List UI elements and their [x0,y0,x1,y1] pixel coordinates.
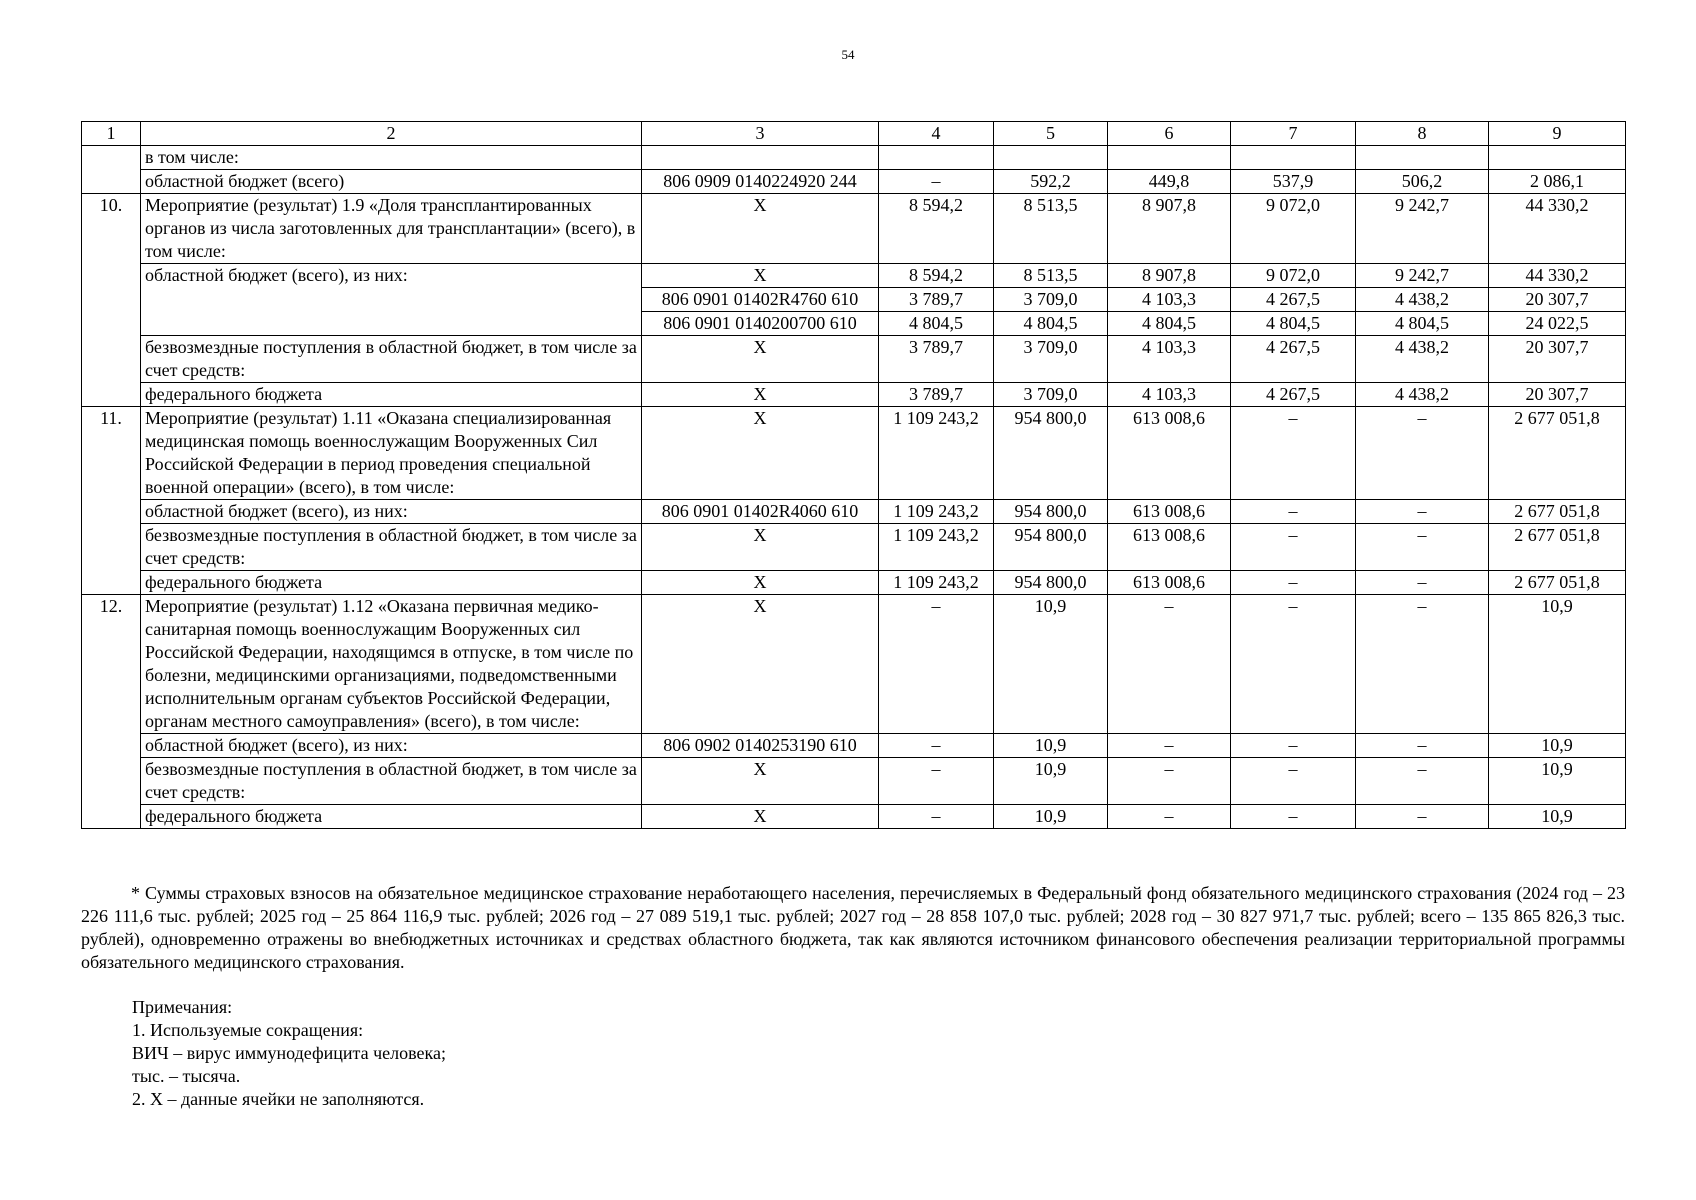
value-cell: 10,9 [1489,758,1626,805]
budget-code: X [642,758,879,805]
value-cell: – [1108,805,1231,829]
value-cell: 4 103,3 [1108,336,1231,383]
value-cell: 2 677 051,8 [1489,524,1626,571]
value-cell: 10,9 [994,758,1108,805]
notes-abbreviation: ВИЧ – вирус иммунодефицита человека; [132,1043,446,1063]
row-number-cell: 10. [82,194,141,407]
table-row [82,170,1626,194]
value-cell: 2 086,1 [1489,170,1626,194]
value-cell: 20 307,7 [1489,288,1626,312]
budget-code: X [642,383,879,407]
header-cell: 8 [1356,122,1489,146]
row-number-cell: 12. [82,595,141,829]
value-cell: 4 438,2 [1356,288,1489,312]
value-cell: 3 709,0 [994,336,1108,383]
value-cell: 44 330,2 [1489,264,1626,288]
footnote: * Суммы страховых взносов на обязательное медицинское страхование неработающего населения, перечисляемых в Федеральный фонд обязательного медицинского страхования (2024 год – 23 226 111,6 тыс. рублей; 2025 год – 25 864 116,9 тыс. рублей; 2026 год – 27 089 519,1 тыс. рублей; 2027 год – 28 858 107,0 тыс. рублей; 2028 год – 30 827 971,7 тыс. рублей; всего – 135 865 826,3 тыс. рублей), одновременно отражены во внебюджетных источниках и средствах областного бюджета, так как являются источником финансового обеспечения реализации территориальной программы обязательного медицинского страхования. [81,883,1625,972]
value-cell: – [1231,571,1356,595]
value-cell: – [1231,734,1356,758]
value-cell: 10,9 [994,734,1108,758]
value-cell: 24 022,5 [1489,312,1626,336]
value-cell: 8 907,8 [1108,194,1231,264]
row-label: федерального бюджета [141,383,642,407]
value-cell: 954 800,0 [994,500,1108,524]
value-cell: 4 103,3 [1108,383,1231,407]
budget-code: X [642,595,879,734]
value-cell: 1 109 243,2 [879,524,994,571]
value-cell: – [1108,758,1231,805]
table-row [82,500,1626,524]
value-cell: 4 804,5 [994,312,1108,336]
value-cell: 1 109 243,2 [879,500,994,524]
table-row [82,336,1626,383]
value-cell: 9 242,7 [1356,264,1489,288]
table-row [82,194,1626,264]
budget-code: 806 0901 0140200700 610 [642,312,879,336]
row-label: безвозмездные поступления в областной бюджет, в том числе за счет средств: [141,524,642,571]
value-cell: 3 789,7 [879,383,994,407]
value-cell: 449,8 [1108,170,1231,194]
value-cell: 4 804,5 [879,312,994,336]
value-cell: 3 789,7 [879,336,994,383]
value-cell: 44 330,2 [1489,194,1626,264]
row-label: областной бюджет (всего), из них: [141,264,642,336]
value-cell: 954 800,0 [994,524,1108,571]
value-cell: 8 513,5 [994,264,1108,288]
budget-code: 806 0901 01402R4060 610 [642,500,879,524]
value-cell: 592,2 [994,170,1108,194]
budget-code: X [642,194,879,264]
value-cell: – [879,805,994,829]
value-cell: 4 267,5 [1231,383,1356,407]
budget-code: X [642,805,879,829]
header-cell: 1 [82,122,141,146]
value-cell: 8 594,2 [879,264,994,288]
table-row [82,805,1626,829]
value-cell: – [1231,407,1356,500]
row-label: безвозмездные поступления в областной бюджет, в том числе за счет средств: [141,758,642,805]
value-cell: – [1356,595,1489,734]
value-cell: – [1356,407,1489,500]
row-label: в том числе: [141,146,642,170]
value-cell: 3 789,7 [879,288,994,312]
budget-code: X [642,264,879,288]
value-cell: – [1356,758,1489,805]
page-number: 54 [841,47,855,62]
row-title: Мероприятие (результат) 1.9 «Доля трансплантированных органов из числа заготовленных для трансплантации» (всего), в том числе: [141,194,642,264]
value-cell: 9 072,0 [1231,194,1356,264]
table-row [82,734,1626,758]
row-title: Мероприятие (результат) 1.12 «Оказана первичная медико-санитарная помощь военнослужащим Вооруженных сил Российской Федерации, находящимся в отпуске, в том числе по болезни, медицинскими организациями, подведомственными исполнительным органам субъектов Российской Федерации, органам местного самоуправления» (всего), в том числе: [141,595,642,734]
value-cell: 10,9 [1489,805,1626,829]
value-cell: 8 513,5 [994,194,1108,264]
value-cell: – [879,734,994,758]
budget-code: X [642,571,879,595]
value-cell: – [1108,734,1231,758]
value-cell: 4 438,2 [1356,383,1489,407]
value-cell: 613 008,6 [1108,407,1231,500]
table-header-row [82,122,1626,146]
value-cell: – [1231,805,1356,829]
value-cell: 3 709,0 [994,383,1108,407]
value-cell: – [1356,571,1489,595]
notes-abbreviation: тыс. – тысяча. [132,1066,241,1086]
header-cell: 9 [1489,122,1626,146]
value-cell: – [1356,524,1489,571]
budget-code: 806 0902 0140253190 610 [642,734,879,758]
value-cell: – [1356,805,1489,829]
value-cell: 2 677 051,8 [1489,500,1626,524]
table-row [82,595,1626,734]
row-label: федерального бюджета [141,571,642,595]
table-row [82,407,1626,500]
table-row [82,264,1626,288]
value-cell: 2 677 051,8 [1489,407,1626,500]
value-cell: 2 677 051,8 [1489,571,1626,595]
header-cell: 6 [1108,122,1231,146]
value-cell: – [879,170,994,194]
value-cell: 4 267,5 [1231,336,1356,383]
value-cell: 4 804,5 [1108,312,1231,336]
value-cell: 1 109 243,2 [879,571,994,595]
value-cell: 9 072,0 [1231,264,1356,288]
value-cell: 4 438,2 [1356,336,1489,383]
row-label: областной бюджет (всего), из них: [141,734,642,758]
budget-code: 806 0909 0140224920 244 [642,170,879,194]
header-cell: 2 [141,122,642,146]
value-cell: 1 109 243,2 [879,407,994,500]
budget-code: X [642,407,879,500]
value-cell: 613 008,6 [1108,571,1231,595]
row-number-cell: 11. [82,407,141,595]
table-row [82,146,1626,170]
value-cell: – [1231,758,1356,805]
budget-code: 806 0901 01402R4760 610 [642,288,879,312]
value-cell: – [1108,595,1231,734]
value-cell: – [1356,734,1489,758]
value-cell: – [1231,595,1356,734]
value-cell: – [879,758,994,805]
notes-heading: Примечания: [132,997,233,1017]
value-cell: 537,9 [1231,170,1356,194]
value-cell: 613 008,6 [1108,524,1231,571]
value-cell: 10,9 [994,595,1108,734]
value-cell: 506,2 [1356,170,1489,194]
row-number-cell [82,146,141,194]
value-cell: 8 907,8 [1108,264,1231,288]
value-cell: – [1231,524,1356,571]
header-cell: 7 [1231,122,1356,146]
value-cell: 4 804,5 [1356,312,1489,336]
value-cell: 10,9 [1489,734,1626,758]
value-cell: 20 307,7 [1489,336,1626,383]
notes-item: 2. X – данные ячейки не заполняются. [132,1089,425,1109]
value-cell: 20 307,7 [1489,383,1626,407]
row-title: Мероприятие (результат) 1.11 «Оказана специализированная медицинская помощь военнослужащим Вооруженных Сил Российской Федерации в период проведения специальной военной операции» (всего), в том числе: [141,407,642,500]
header-cell: 4 [879,122,994,146]
row-label: областной бюджет (всего) [141,170,642,194]
table-row [82,571,1626,595]
header-cell: 5 [994,122,1108,146]
row-label: безвозмездные поступления в областной бюджет, в том числе за счет средств: [141,336,642,383]
value-cell: 10,9 [1489,595,1626,734]
value-cell: 8 594,2 [879,194,994,264]
value-cell: – [1231,500,1356,524]
value-cell: 4 267,5 [1231,288,1356,312]
value-cell: 4 103,3 [1108,288,1231,312]
value-cell: 613 008,6 [1108,500,1231,524]
value-cell: 9 242,7 [1356,194,1489,264]
notes-item: 1. Используемые сокращения: [132,1020,364,1040]
table-row [82,524,1626,571]
value-cell: 954 800,0 [994,571,1108,595]
table-row [82,383,1626,407]
value-cell: – [1356,500,1489,524]
value-cell: 4 804,5 [1231,312,1356,336]
header-cell: 3 [642,122,879,146]
budget-code: X [642,336,879,383]
value-cell: 954 800,0 [994,407,1108,500]
budget-code: X [642,524,879,571]
table-row [82,758,1626,805]
row-label: федерального бюджета [141,805,642,829]
notes-block [132,996,446,1111]
row-label: областной бюджет (всего), из них: [141,500,642,524]
value-cell: 10,9 [994,805,1108,829]
value-cell: – [879,595,994,734]
value-cell: 3 709,0 [994,288,1108,312]
budget-table [81,121,1626,829]
